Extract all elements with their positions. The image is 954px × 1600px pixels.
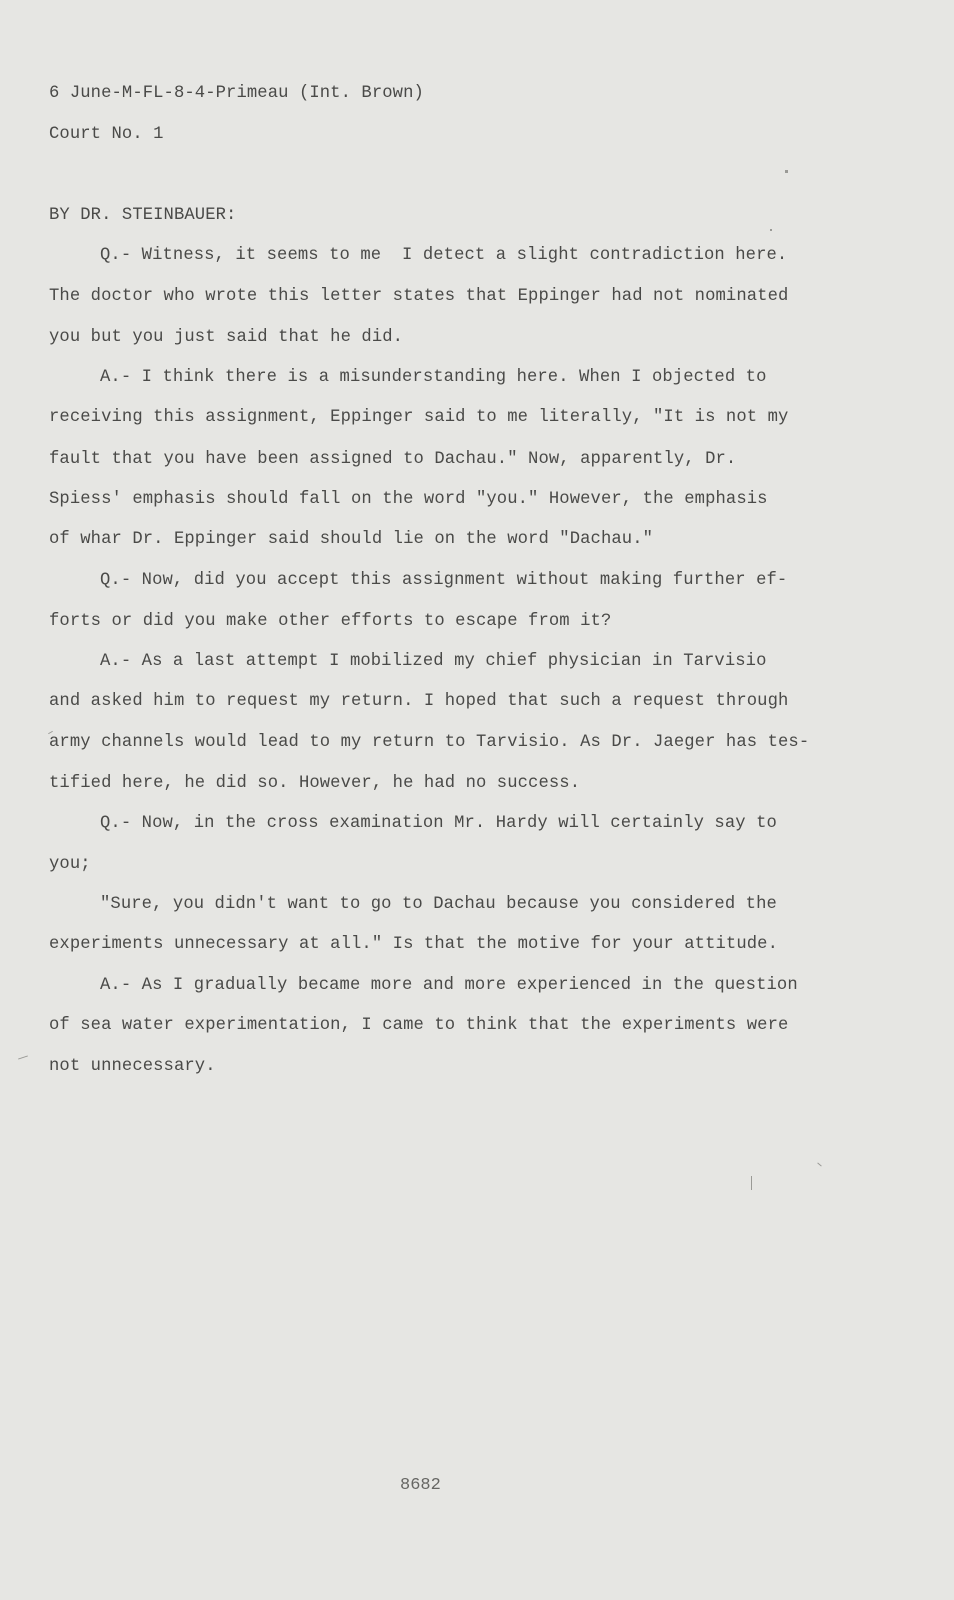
paper-speck [785,170,788,173]
text-line: forts or did you make other efforts to escape from it? [49,612,612,631]
paper-speck [770,229,772,231]
text-line: receiving this assignment, Eppinger said to me literally, "It is not my [49,408,789,427]
text-line: Q.- Now, did you accept this assignment without making further ef- [100,571,788,590]
text-line: "Sure, you didn't want to go to Dachau because you considered the [100,895,777,914]
text-line: A.- I think there is a misunderstanding here. When I objected to [100,368,767,387]
text-line: and asked him to request my return. I hoped that such a request through [49,692,789,711]
header-line-2: Court No. 1 [49,125,164,144]
text-line: you but you just said that he did. [49,328,404,347]
text-line: Spiess' emphasis should fall on the word "you." However, the emphasis [49,490,768,509]
text-line: of sea water experimentation, I came to think that the experiments were [49,1016,789,1035]
text-line: A.- As I gradually became more and more experienced in the question [100,976,798,995]
page-number: 8682 [400,1476,441,1495]
paper-mark [18,1055,28,1059]
text-line: Q.- Now, in the cross examination Mr. Hardy will certainly say to [100,814,777,833]
text-line: experiments unnecessary at all." Is that the motive for your attitude. [49,935,778,954]
text-line: tified here, he did so. However, he had no success. [49,774,581,793]
text-line: The doctor who wrote this letter states that Eppinger had not nominated [49,287,789,306]
text-line: A.- As a last attempt I mobilized my chief physician in Tarvisio [100,652,767,671]
header-line-1: 6 June-M-FL-8-4-Primeau (Int. Brown) [49,84,424,103]
text-line: not unnecessary. [49,1057,216,1076]
text-line: army channels would lead to my return to Tarvisio. As Dr. Jaeger has tes- [49,733,810,752]
text-line: you; [49,855,91,874]
speaker-heading: BY DR. STEINBAUER: [49,206,237,225]
paper-mark [817,1163,821,1167]
text-line: Q.- Witness, it seems to me I detect a slight contradiction here. [100,246,788,265]
text-line: fault that you have been assigned to Dachau." Now, apparently, Dr. [49,450,737,469]
text-line: of whar Dr. Eppinger said should lie on the word "Dachau." [49,530,654,549]
paper-mark [751,1176,752,1190]
